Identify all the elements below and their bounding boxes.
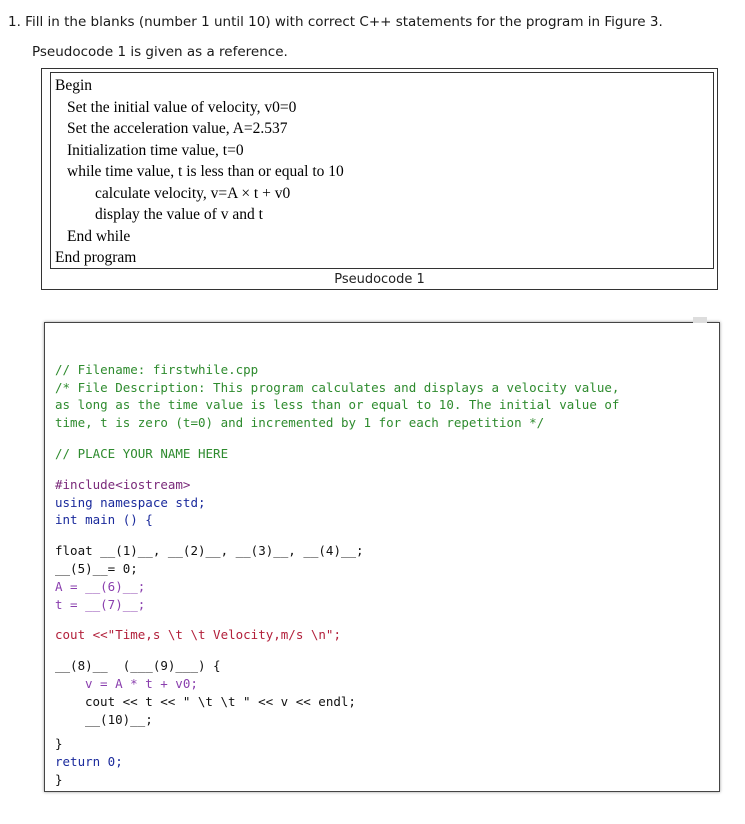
- pseudocode-figure: [41, 68, 718, 290]
- pseudo-line-while: while time value, t is less than or equal to 10: [67, 163, 344, 180]
- code-close-main: }: [55, 771, 63, 787]
- code-include: #include<iostream>: [55, 476, 191, 492]
- figure-corner-mark: [693, 317, 707, 323]
- code-blank-10: __(10)__;: [85, 711, 153, 727]
- pseudo-line-time-init: Initialization time value, t=0: [67, 141, 244, 159]
- code-cout-values: cout << t << " \t \t " << v << endl;: [85, 693, 356, 709]
- question-line-2: Pseudocode 1 is given as a reference.: [32, 44, 288, 60]
- code-comment-filename: // Filename: firstwhile.cpp: [55, 361, 259, 377]
- code-comment-desc-1: /* File Description: This program calculates and displays a velocity value,: [55, 379, 620, 395]
- pseudo-line-velocity-init: Set the initial value of velocity, v0=0: [67, 98, 297, 116]
- pseudo-line-end-while: End while: [67, 227, 131, 245]
- question-line-1: 1. Fill in the blanks (number 1 until 10) with correct C++ statements for the program in Figure 3.: [8, 14, 663, 30]
- code-cout-header: cout <<"Time,s \t \t Velocity,m/s \n";: [55, 627, 341, 643]
- pseudo-line-calculate: calculate velocity, v=A × t + v0: [95, 184, 291, 202]
- pseudocode-caption: Pseudocode 1: [334, 272, 425, 287]
- code-figure: [44, 322, 720, 792]
- code-comment-desc-2: as long as the time value is less than or equal to 10. The initial value of: [55, 397, 620, 413]
- pseudo-line-begin: Begin: [55, 77, 93, 94]
- question-text: [8, 14, 738, 60]
- code-listing: [55, 343, 619, 824]
- code-comment-desc-3: time, t is zero (t=0) and incremented by 1 for each repetition */: [55, 415, 545, 431]
- code-v-calc: v = A * t + v0;: [85, 675, 198, 691]
- code-return: return 0;: [55, 754, 123, 770]
- pseudo-line-display: display the value of v and t: [95, 206, 263, 223]
- pseudo-line-end-program: End program: [55, 249, 137, 266]
- code-using: using namespace std;: [55, 494, 206, 510]
- pseudocode-body: [50, 72, 714, 269]
- code-close-loop: }: [55, 736, 63, 752]
- code-comment-name: // PLACE YOUR NAME HERE: [55, 445, 229, 461]
- code-float-blanks: float __(1)__, __(2)__, __(3)__, __(4)__;: [55, 543, 364, 559]
- code-t-assign: t = __(7)__;: [55, 596, 146, 612]
- code-loop-blanks: __(8)__ (___(9)___) {: [55, 658, 221, 674]
- code-blank-5: __(5)__= 0;: [55, 560, 138, 576]
- code-main: int main () {: [55, 512, 153, 528]
- code-a-assign: A = __(6)__;: [55, 578, 146, 594]
- pseudo-line-acceleration: Set the acceleration value, A=2.537: [67, 120, 288, 137]
